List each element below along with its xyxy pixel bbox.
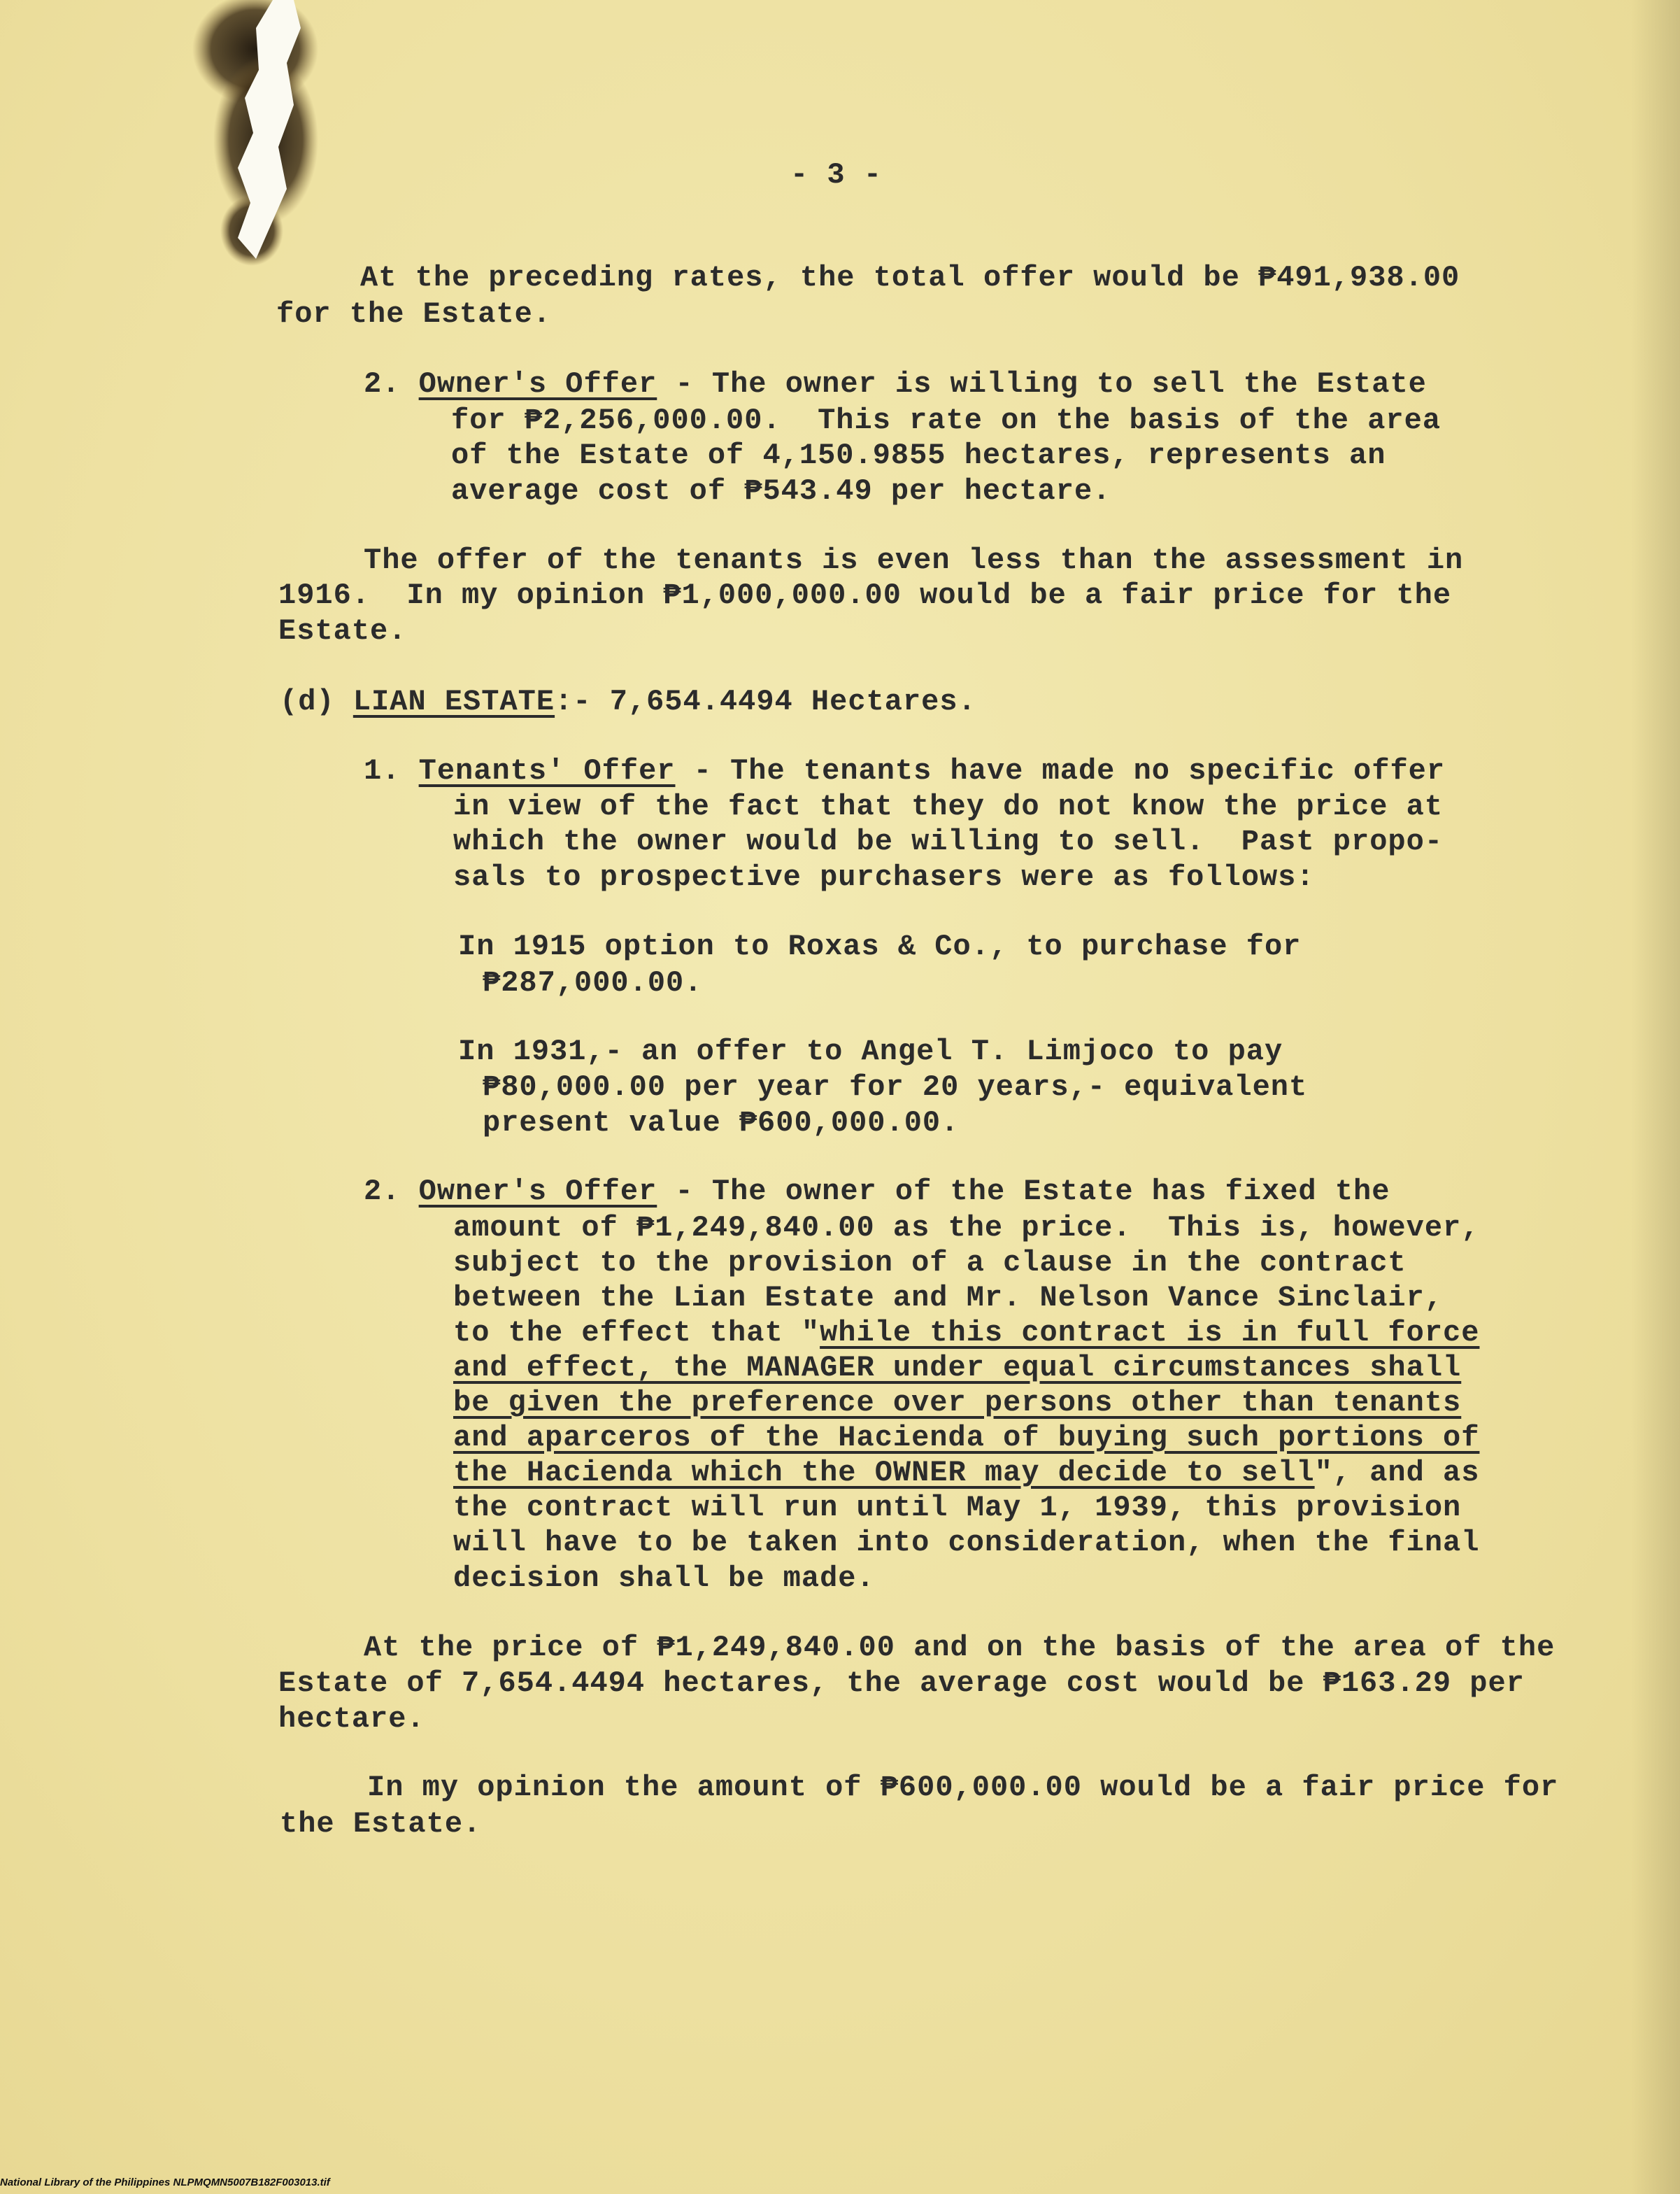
- text-line: average cost of ₱543.49 per hectare.: [451, 474, 1111, 508]
- list-item-heading: [364, 367, 1427, 402]
- item-text: - The owner of the Estate has fixed the: [657, 1175, 1390, 1208]
- text-line: subject to the provision of a clause in the contract: [453, 1246, 1407, 1280]
- burn-damage-image: [189, 0, 336, 273]
- underlined-quote: be given the preference over persons other than tenants: [453, 1386, 1462, 1420]
- section-label: (d): [280, 685, 353, 719]
- item-text: - The owner is willing to sell the Estate: [657, 367, 1427, 401]
- text-line: ₱80,000.00 per year for 20 years,- equivalent: [483, 1070, 1308, 1104]
- text-line: decision shall be made.: [453, 1562, 875, 1595]
- text-line: The offer of the tenants is even less than the assessment in: [364, 544, 1464, 577]
- quote-lead: to the effect that ": [453, 1316, 820, 1350]
- text-line: ₱287,000.00.: [483, 966, 703, 1000]
- item-title: Owner's Offer: [418, 367, 657, 401]
- underlined-quote: while this contract is in full force: [820, 1316, 1480, 1350]
- text-line: in view of the fact that they do not know the price at: [453, 790, 1444, 823]
- item-number: 2.: [364, 1175, 419, 1208]
- text-line: between the Lian Estate and Mr. Nelson Vance Sinclair,: [453, 1281, 1444, 1315]
- text-line: for the Estate.: [276, 297, 552, 331]
- item-title: Tenants' Offer: [418, 754, 676, 788]
- text-line: [453, 1315, 1479, 1350]
- item-number: 1.: [364, 754, 419, 788]
- text-line: In 1915 option to Roxas & Co., to purchase for: [458, 930, 1302, 963]
- text-line: for ₱2,256,000.00. This rate on the basis of the area: [451, 404, 1441, 437]
- scan-footer: National Library of the Philippines NLPMQMN5007B182F003013.tif: [0, 2177, 330, 2188]
- text-line: At the preceding rates, the total offer would be ₱491,938.00: [360, 261, 1460, 295]
- underlined-quote: and aparceros of the Hacienda of buying such portions of: [453, 1421, 1480, 1455]
- section-text: :- 7,654.4494 Hectares.: [555, 685, 976, 719]
- page-number: - 3 -: [790, 158, 883, 192]
- list-item-heading: [364, 1174, 1390, 1209]
- item-title: Owner's Offer: [418, 1175, 657, 1208]
- text-line: At the price of ₱1,249,840.00 and on the basis of the area of the: [364, 1631, 1556, 1664]
- text-line: will have to be taken into consideration, when the final: [453, 1526, 1480, 1559]
- section-title: LIAN ESTATE: [353, 685, 555, 719]
- text-line: Estate of 7,654.4494 hectares, the average cost would be ₱163.29 per: [278, 1666, 1525, 1700]
- text-line: Estate.: [278, 614, 407, 648]
- text-line: In my opinion the amount of ₱600,000.00 would be a fair price for: [367, 1771, 1559, 1804]
- text-line: of the Estate of 4,150.9855 hectares, represents an: [451, 439, 1386, 472]
- text-line: 1916. In my opinion ₱1,000,000.00 would be a fair price for the: [278, 579, 1452, 612]
- item-number: 2.: [364, 367, 419, 401]
- text-line: the Estate.: [280, 1807, 482, 1841]
- quote-tail: ", and as: [1314, 1456, 1480, 1489]
- text-line: In 1931,- an offer to Angel T. Limjoco to pay: [458, 1035, 1283, 1068]
- section-heading: [280, 684, 976, 719]
- text-line: sals to prospective purchasers were as follows:: [453, 861, 1315, 894]
- text-line: [453, 1455, 1479, 1490]
- text-line: present value ₱600,000.00.: [483, 1106, 960, 1140]
- underlined-quote: the Hacienda which the OWNER may decide to sell: [453, 1456, 1315, 1489]
- item-text: - The tenants have made no specific offer: [675, 754, 1446, 788]
- text-line: amount of ₱1,249,840.00 as the price. This is, however,: [453, 1211, 1480, 1245]
- text-line: which the owner would be willing to sell. Past propo-: [453, 825, 1444, 858]
- page-edge-shadow: [1631, 0, 1680, 2194]
- text-line: hectare.: [278, 1702, 425, 1736]
- underlined-quote: and effect, the MANAGER under equal circumstances shall: [453, 1351, 1462, 1385]
- list-item-heading: [364, 753, 1445, 788]
- text-line: the contract will run until May 1, 1939, this provision: [453, 1491, 1462, 1524]
